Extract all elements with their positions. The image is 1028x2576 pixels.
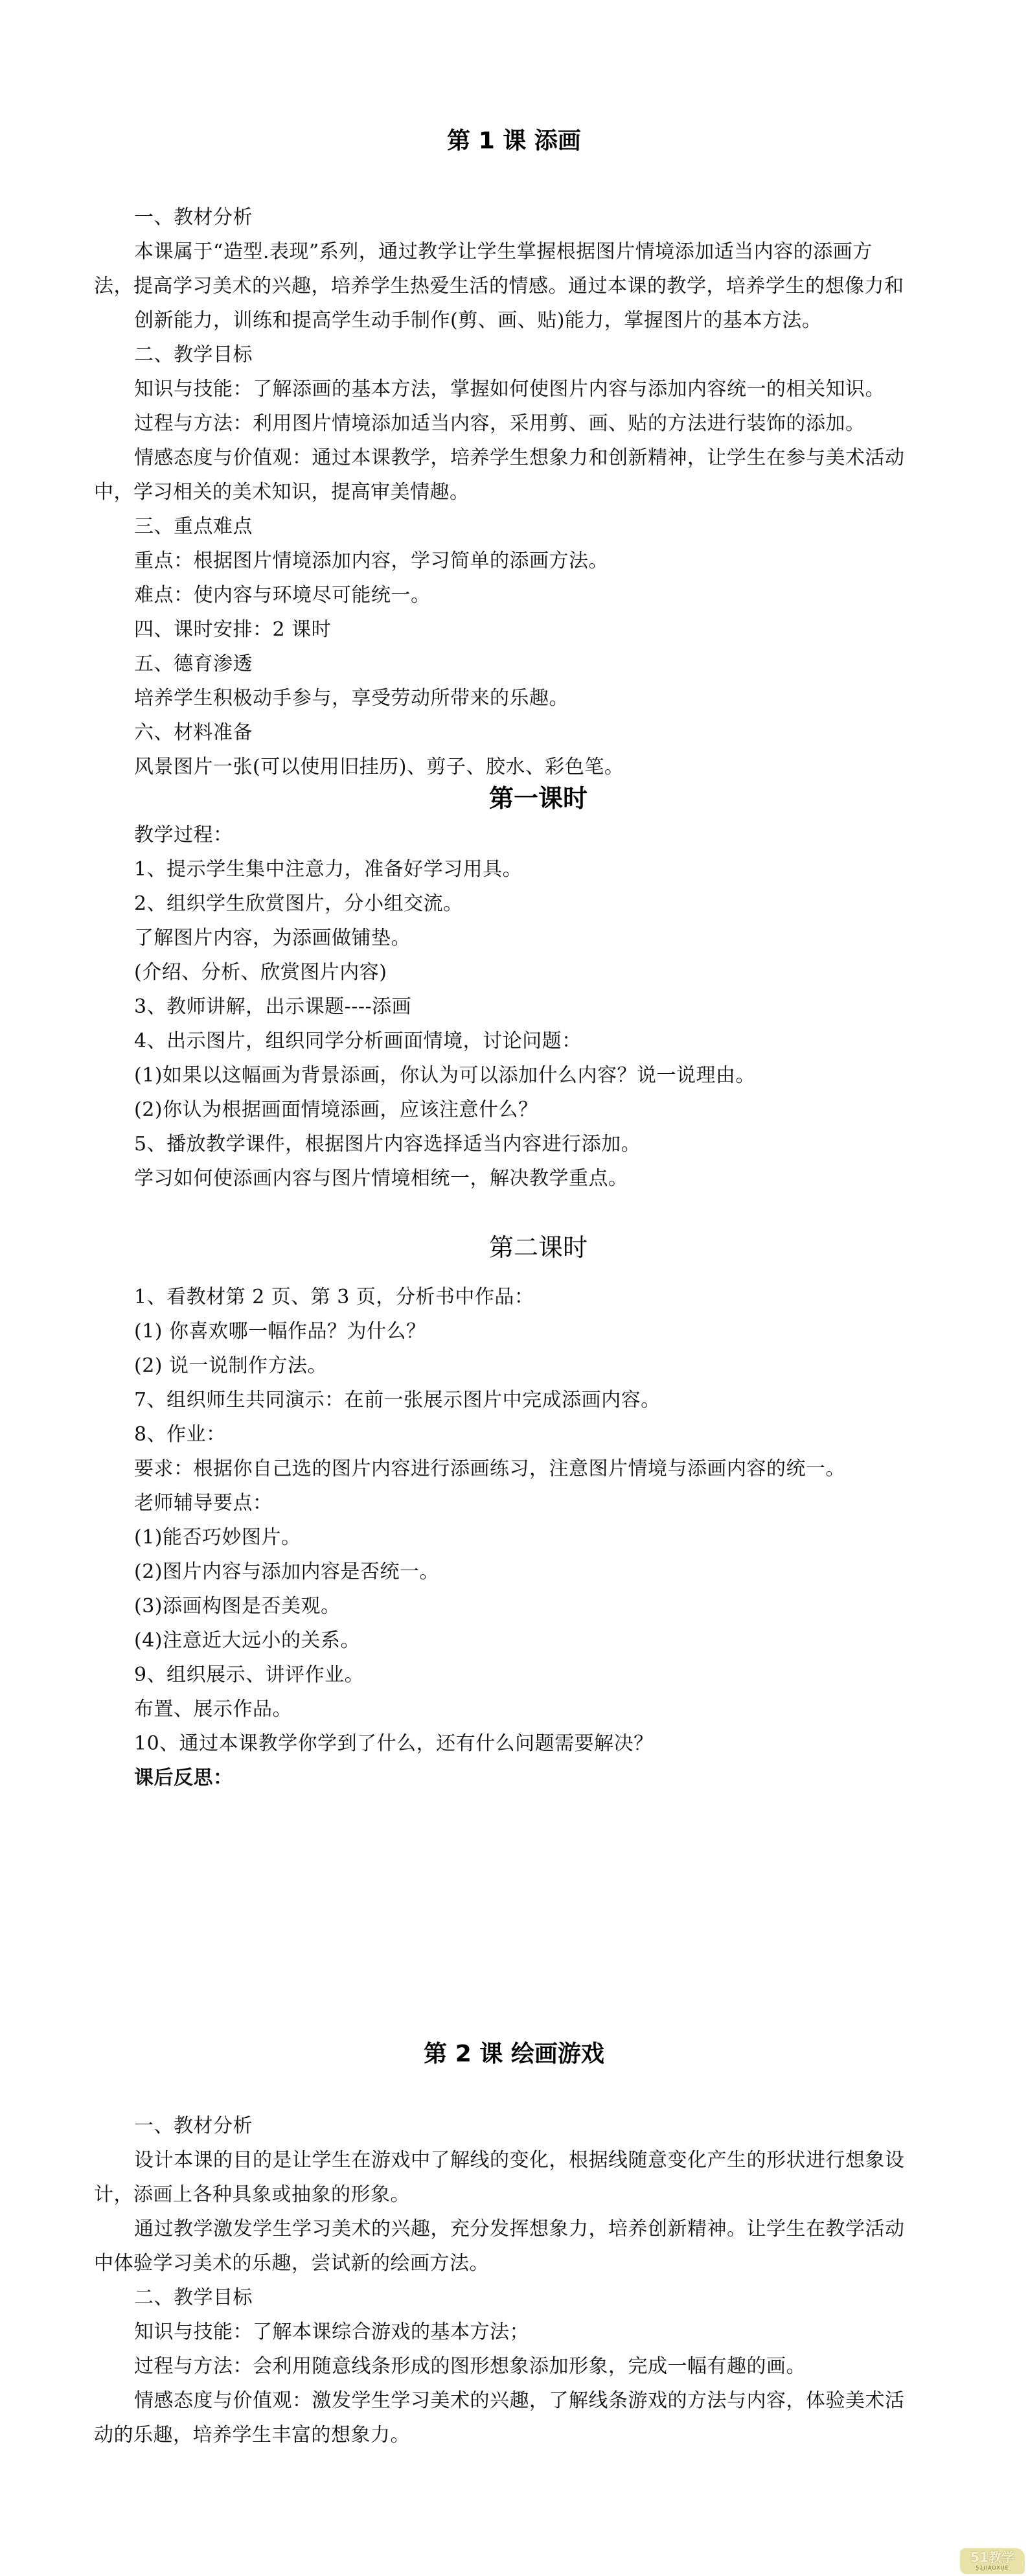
paragraph-line: 知识与技能：了解添画的基本方法，掌握如何使图片内容与添加内容统一的相关知识。 [134, 378, 885, 400]
list-item: (2) 说一说制作方法。 [134, 1354, 328, 1377]
paragraph-line: 设计本课的目的是让学生在游戏中了解线的变化，根据线随意变化产生的形状进行想象设 [134, 2149, 905, 2172]
paragraph-line: 重点：根据图片情境添加内容，学习简单的添画方法。 [134, 550, 608, 572]
paragraph-line: 知识与技能：了解本课综合游戏的基本方法； [134, 2321, 529, 2343]
lesson-1-title: 第 1 课 添画 [447, 128, 581, 154]
section-heading: 一、教材分析 [134, 206, 253, 229]
paragraph-line: 培养学生积极动手参与，享受劳动所带来的乐趣。 [134, 687, 569, 710]
list-item: 3、教师讲解，出示课题----添画 [134, 995, 412, 1018]
paragraph-line: 风景图片一张(可以使用旧挂历)、剪子、胶水、彩色笔。 [134, 756, 624, 778]
list-item: 老师辅导要点： [134, 1492, 273, 1514]
paragraph-line: 情感态度与价值观：激发学生学习美术的兴趣，了解线条游戏的方法与内容，体验美术活 [134, 2389, 905, 2412]
section-heading: 五、德育渗透 [134, 653, 253, 675]
section-heading: 六、材料准备 [134, 721, 253, 744]
section-heading: 三、重点难点 [134, 515, 253, 538]
period-2-heading: 第二课时 [489, 1233, 588, 1262]
list-item: 教学过程： [134, 824, 233, 846]
list-item: (1) 你喜欢哪一幅作品？为什么？ [134, 1320, 426, 1343]
paragraph-line: 通过教学激发学生学习美术的兴趣，充分发挥想象力，培养创新精神。让学生在教学活动 [134, 2218, 905, 2240]
list-item: 10、通过本课教学你学到了什么，还有什么问题需要解决？ [134, 1732, 654, 1755]
list-item: (1)能否巧妙图片。 [134, 1526, 301, 1549]
list-item: 1、提示学生集中注意力，准备好学习用具。 [134, 858, 523, 881]
paragraph-line: 法，提高学习美术的兴趣，培养学生热爱生活的情感。通过本课的教学，培养学生的想像力和 [94, 275, 904, 297]
list-item: 要求：根据你自己选的图片内容进行添画练习，注意图片情境与添画内容的统一。 [134, 1457, 845, 1480]
list-item: 4、出示图片，组织同学分析画面情境，讨论问题： [134, 1030, 582, 1052]
section-heading: 四、课时安排：2 课时 [134, 618, 332, 641]
list-item: (介绍、分析、欣赏图片内容) [134, 961, 387, 984]
paragraph-line: 中体验学习美术的乐趣，尝试新的绘画方法。 [94, 2252, 489, 2275]
paragraph-line: 难点：使内容与环境尽可能统一。 [134, 584, 431, 607]
list-item: 布置、展示作品。 [134, 1698, 292, 1721]
list-item: 了解图片内容，为添画做铺垫。 [134, 927, 411, 949]
watermark-logo [960, 2548, 1025, 2574]
list-item: (1)如果以这幅画为背景添画，你认为可以添加什么内容？说一说理由。 [134, 1064, 755, 1087]
paragraph-line: 动的乐趣，培养学生丰富的想象力。 [94, 2424, 410, 2446]
paragraph-line: 创新能力，训练和提高学生动手制作(剪、画、贴)能力，掌握图片的基本方法。 [134, 309, 822, 332]
list-item: (2)你认为根据画面情境添画，应该注意什么？ [134, 1098, 538, 1121]
list-item: 2、组织学生欣赏图片，分小组交流。 [134, 892, 463, 915]
list-item: 5、播放教学课件，根据图片内容选择适当内容进行添加。 [134, 1133, 641, 1155]
list-item: (2)图片内容与添加内容是否统一。 [134, 1561, 439, 1583]
period-1-heading: 第一课时 [489, 784, 588, 813]
paragraph-line: 过程与方法：会利用随意线条形成的图形想象添加形象，完成一幅有趣的画。 [134, 2355, 806, 2378]
watermark-subtext: 51JIAOXUE [976, 2565, 1009, 2571]
list-item: (3)添画构图是否美观。 [134, 1595, 341, 1618]
list-item: (4)注意近大远小的关系。 [134, 1629, 360, 1652]
section-heading: 二、教学目标 [134, 343, 253, 366]
list-item: 9、组织展示、讲评作业。 [134, 1664, 365, 1686]
lesson-2-title: 第 2 课 绘画游戏 [424, 2041, 604, 2067]
paragraph-line: 本课属于“造型.表现”系列，通过教学让学生掌握根据图片情境添加适当内容的添画方 [134, 240, 873, 263]
reflection-label: 课后反思： [134, 1767, 233, 1789]
paragraph-line: 中，学习相关的美术知识，提高审美情趣。 [94, 481, 470, 504]
section-heading: 二、教学目标 [134, 2286, 253, 2309]
list-item: 7、组织师生共同演示：在前一张展示图片中完成添画内容。 [134, 1389, 661, 1411]
watermark-text: 51教学 [970, 2549, 1014, 2565]
paragraph-line: 情感态度与价值观：通过本课教学，培养学生想象力和创新精神，让学生在参与美术活动 [134, 447, 905, 469]
list-item: 8、作业： [134, 1423, 226, 1446]
list-item: 1、看教材第 2 页、第 3 页，分析书中作品： [134, 1286, 534, 1308]
paragraph-line: 过程与方法：利用图片情境添加适当内容，采用剪、画、贴的方法进行装饰的添加。 [134, 412, 865, 435]
section-heading: 一、教材分析 [134, 2115, 253, 2137]
list-item: 学习如何使添画内容与图片情境相统一，解决教学重点。 [134, 1167, 628, 1190]
paragraph-line: 计，添画上各种具象或抽象的形象。 [94, 2183, 410, 2206]
